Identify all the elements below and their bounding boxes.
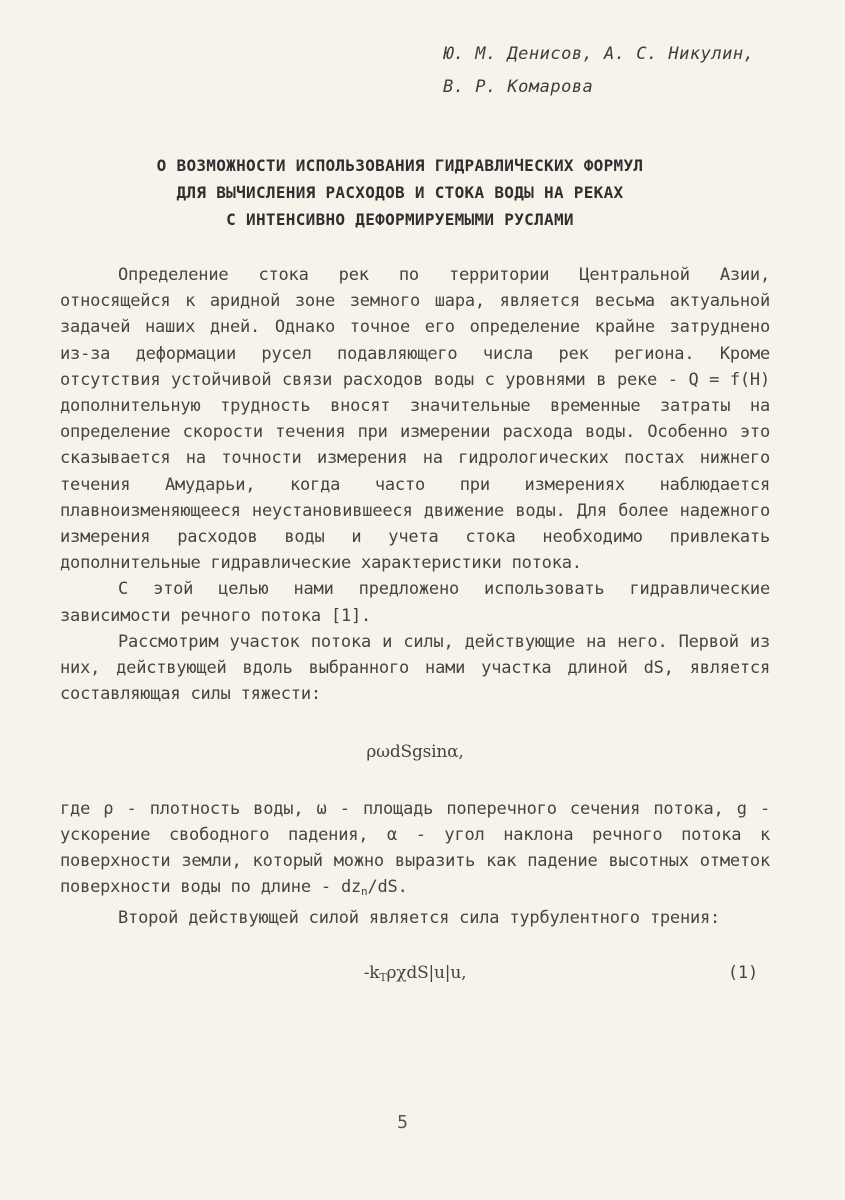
formula-friction (60, 960, 770, 991)
title-line-1: О ВОЗМОЖНОСТИ ИСПОЛЬЗОВАНИЯ ГИДРАВЛИЧЕСКИХ ФОРМУЛ (156, 156, 644, 175)
formula-gravity: ρωdSgsinα, (366, 742, 464, 763)
page-number: 5 (397, 1112, 408, 1133)
title-line-3: С ИНТЕНСИВНО ДЕФОРМИРУЕМЫМИ РУСЛАМИ (226, 210, 574, 229)
authors-line-2: В. Р. Комарова (443, 77, 594, 97)
paragraph-3: Рассмотрим участок потока и силы, действующие на него. Первой из них, действующей вдоль выбранного нами участка длиной dS, является составляющая силы тяжести: (60, 631, 770, 705)
article-title (60, 152, 740, 233)
formula-friction-subscript: T (379, 970, 387, 984)
paragraph-4-subscript: n (361, 885, 368, 899)
paragraph-4 (60, 796, 770, 906)
authors-line-1: Ю. М. Денисов, А. С. Никулин, (443, 44, 755, 64)
paragraph-1: Определение стока рек по территории Центральной Азии, относящейся к аридной зоне земного шара, является весьма актуальной задачей наших дней. Однако точное его определение крайне затруднено из-за деформации русел подавляющего числа рек региона. Кроме отсутствия устойчивой связи расходов воды с уровнями в реке - Q = f(H) дополнительную трудность вносят значительные временные затраты на определение скорости течения при измерении расхода воды. Особенно это сказывается на точности измерения на гидрологических постах нижнего течения Амударьи, когда часто при измерениях наблюдается плавноизменяющееся неустановившееся движение воды. Для более надежного измерения расходов воды и учета стока необходимо привлекать дополнительные гидравлические характеристики потока. (60, 265, 770, 574)
formula-friction-a: -k (363, 962, 380, 983)
paragraph-2: С этой целью нами предложено использовать гидравлические зависимости речного потока [1]. (60, 579, 770, 626)
paragraph-4-text: где ρ - плотность воды, ω - площадь поперечного сечения потока, g - ускорение свободного падения, α - угол наклона речного потока к поверхности земли, который можно выразить как падение высотных отметок поверхности воды по длине - dz (60, 798, 770, 898)
formula-number: (1) (727, 962, 758, 983)
title-line-2: ДЛЯ ВЫЧИСЛЕНИЯ РАСХОДОВ И СТОКА ВОДЫ НА РЕКАХ (176, 183, 624, 202)
paragraph-4-end: /dS. (367, 877, 408, 898)
authors-block (443, 38, 754, 104)
article-body (60, 262, 770, 991)
paragraph-5: Второй действующей силой является сила турбулентного трения: (118, 908, 721, 929)
formula-friction-b: ρχdS|u|u, (386, 962, 467, 983)
